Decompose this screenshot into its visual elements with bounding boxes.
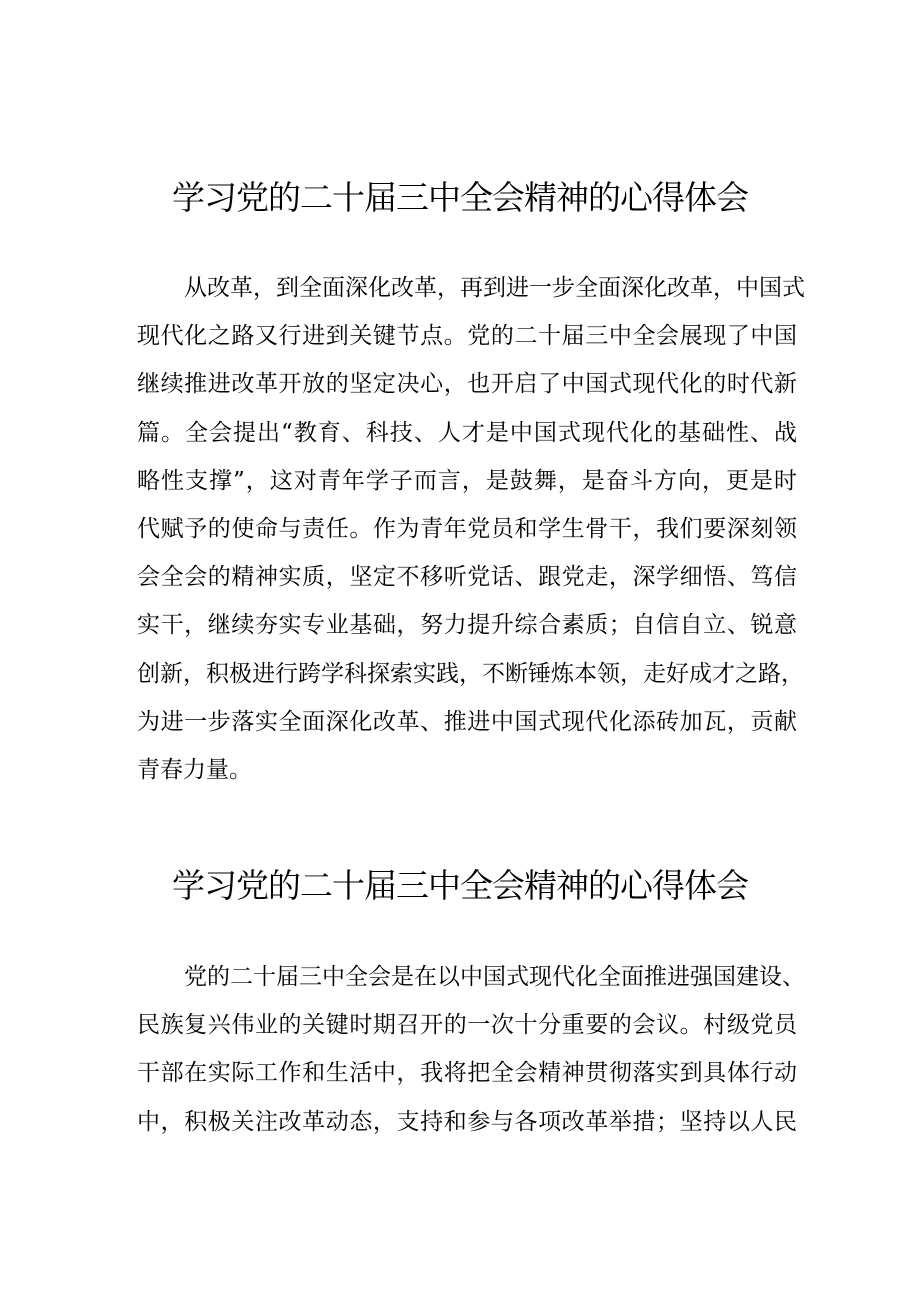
- article-body: [137, 953, 805, 1146]
- paragraph-line: 创新，积极进行跨学科探索实践，不断锤炼本领，走好成才之路，: [137, 660, 804, 687]
- paragraph-line: 党的二十届三中全会是在以中国式现代化全面推进强国建设、: [184, 964, 805, 990]
- paragraph-line: 会全会的精神实质，坚定不移听党话、跟党走，深学细悟、笃信: [137, 564, 797, 591]
- article-title: 学习党的二十届三中全会精神的心得体会: [172, 866, 748, 905]
- paragraph-line: 为进一步落实全面深化改革、推进中国式现代化添砖加瓦，贡献: [137, 708, 797, 735]
- paragraph-line: 干部在实际工作和生活中，我将把全会精神贯彻落实到具体行动: [137, 1060, 797, 1087]
- paragraph-line: 青春力量。: [137, 756, 252, 783]
- paragraph-line: 篇。全会提出“教育、科技、人才是中国式现代化的基础性、战: [137, 419, 797, 446]
- paragraph-line: 从改革，到全面深化改革，再到进一步全面深化改革，中国式: [184, 275, 805, 301]
- paragraph-line: 实干，继续夯实专业基础，努力提升综合素质；自信自立、锐意: [137, 612, 797, 639]
- article-body: [137, 264, 805, 794]
- paragraph-line: 继续推进改革开放的坚定决心，也开启了中国式现代化的时代新: [137, 371, 797, 398]
- paragraph-line: 代赋予的使命与责任。作为青年党员和学生骨干，我们要深刻领: [137, 515, 797, 542]
- paragraph-line: 中，积极关注改革动态，支持和参与各项改革举措；坚持以人民: [137, 1108, 797, 1135]
- paragraph-line: 略性支撑”，这对青年学子而言，是鼓舞，是奋斗方向，更是时: [137, 467, 797, 494]
- paragraph-line: 现代化之路又行进到关键节点。党的二十届三中全会展现了中国: [137, 323, 797, 350]
- paragraph-line: 民族复兴伟业的关键时期召开的一次十分重要的会议。村级党员: [137, 1012, 797, 1039]
- article-title: 学习党的二十届三中全会精神的心得体会: [172, 178, 748, 217]
